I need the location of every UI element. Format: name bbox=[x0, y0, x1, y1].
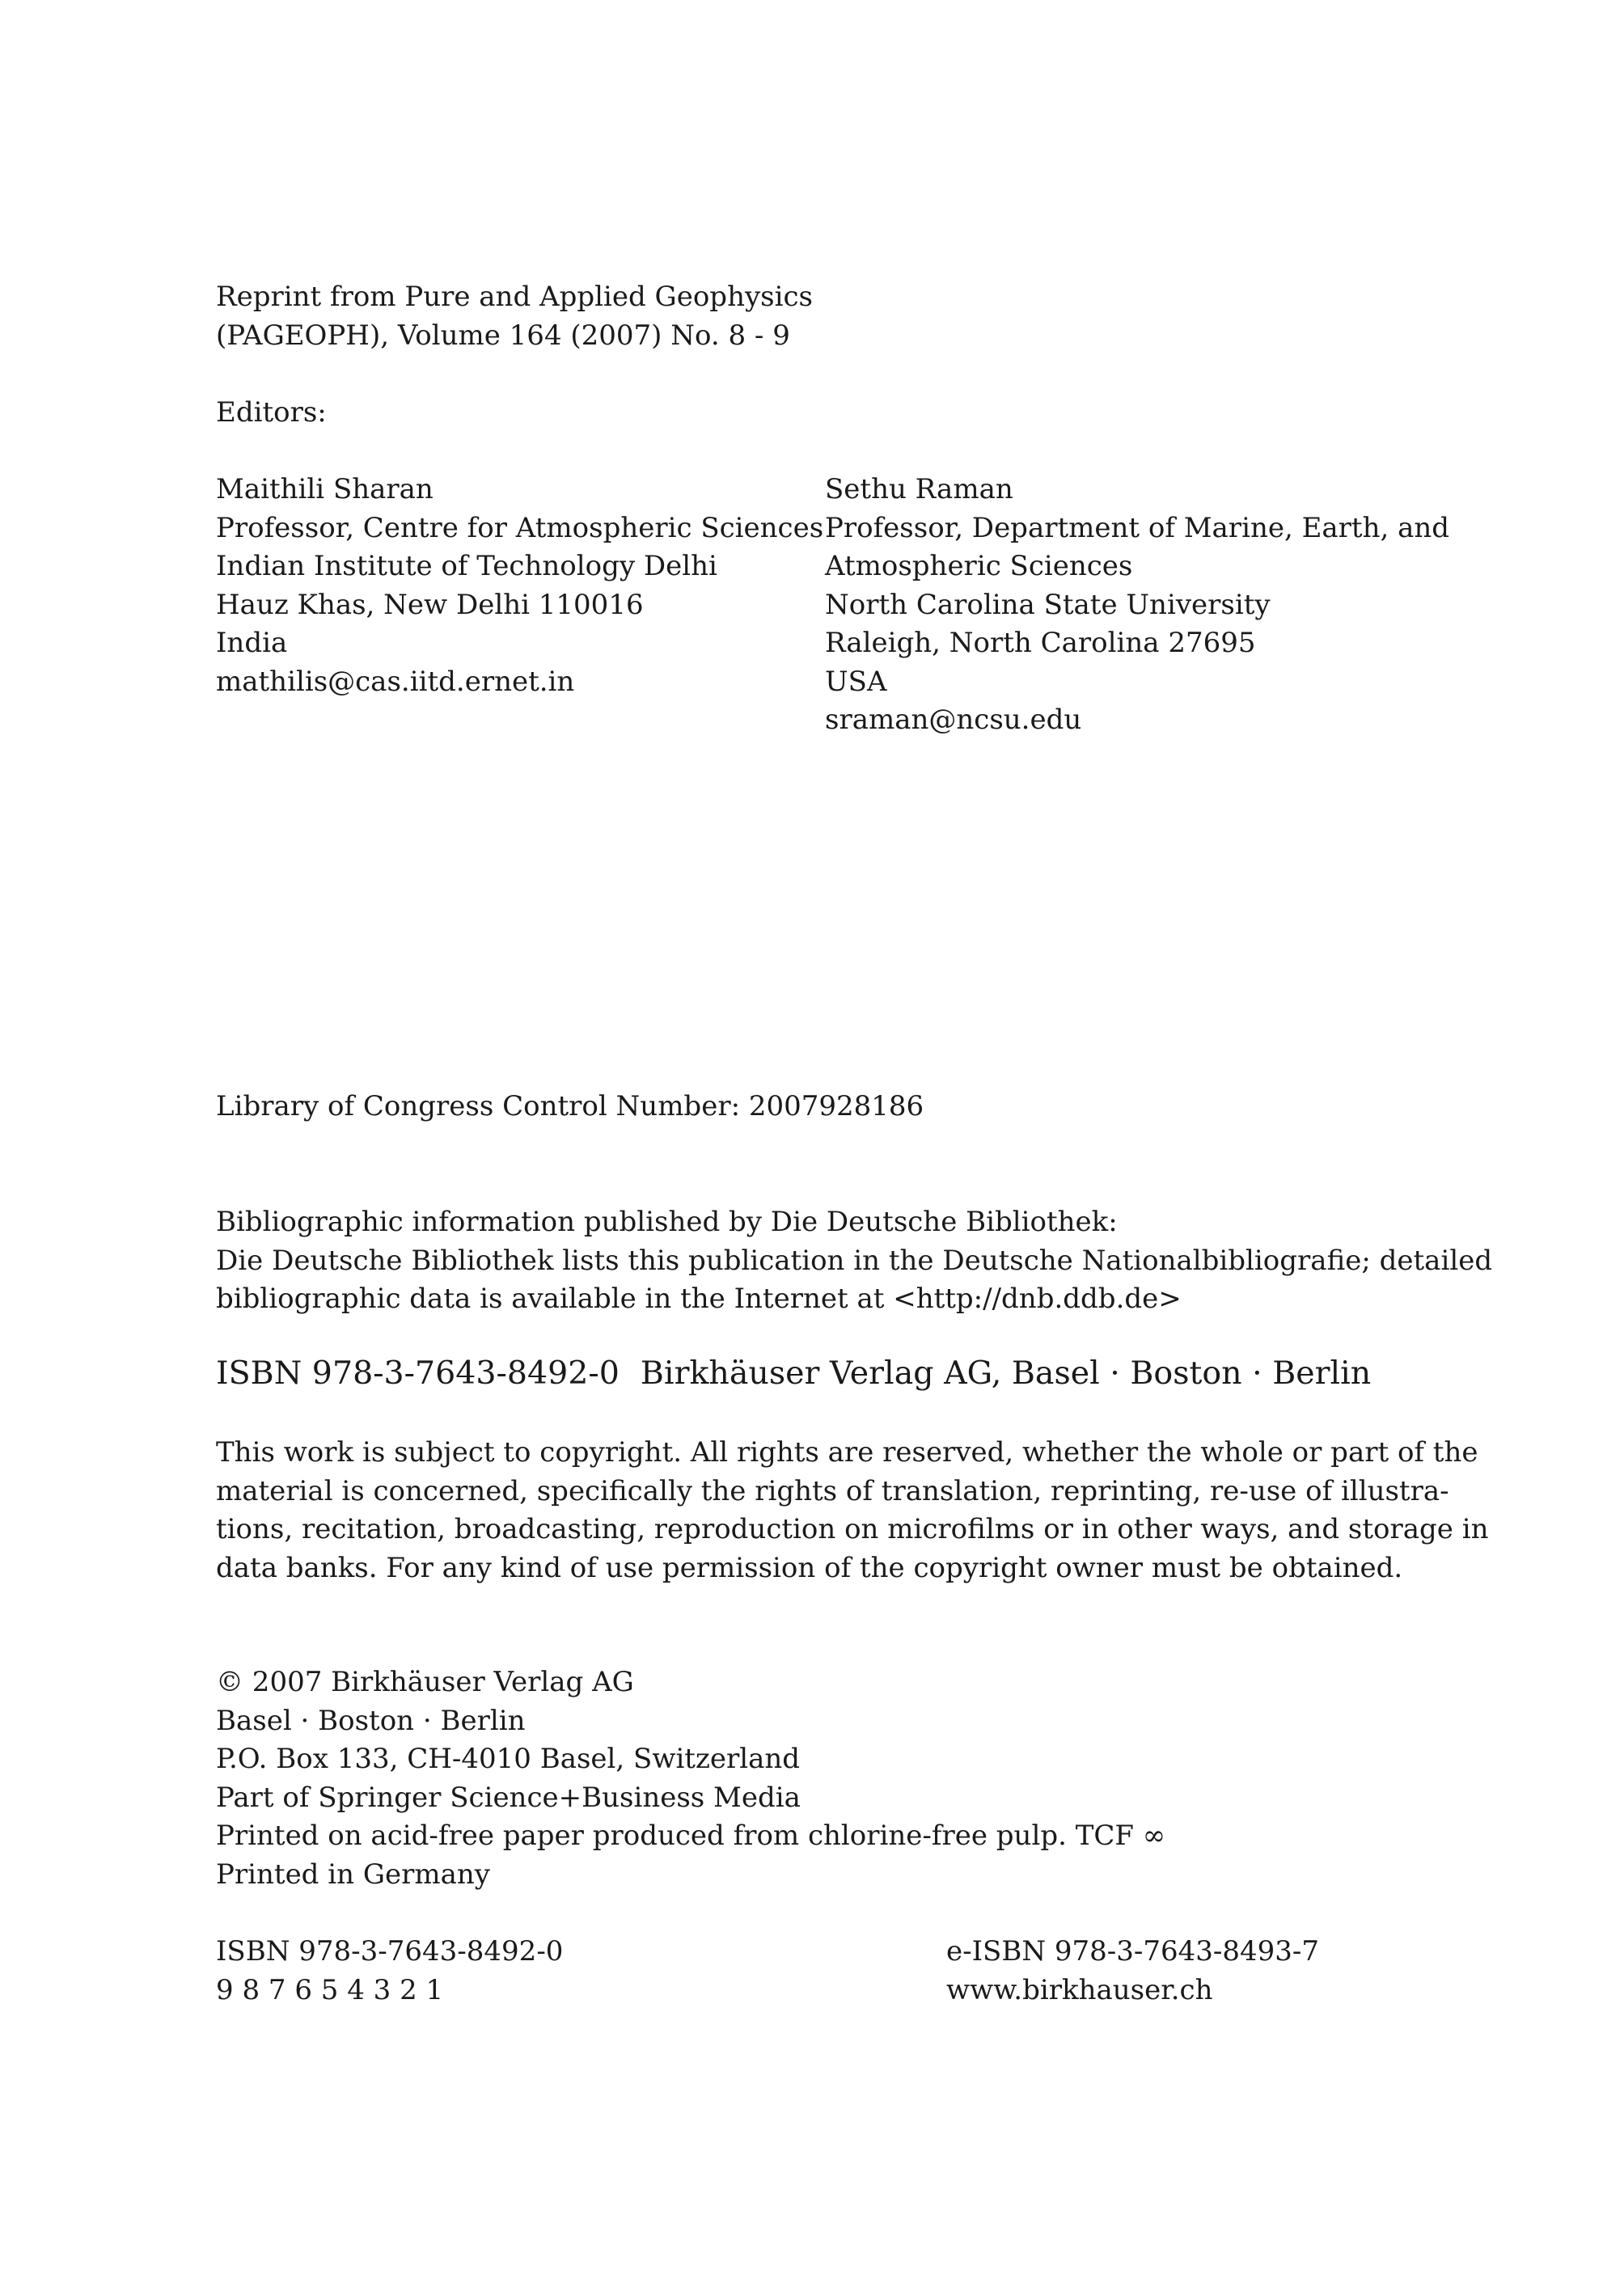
reprint-notice bbox=[216, 278, 813, 355]
imprint-line-3: P.O. Box 133, CH-4010 Basel, Switzerland bbox=[216, 1743, 801, 1775]
imprint-line-1: © 2007 Birkhäuser Verlag AG bbox=[216, 1666, 634, 1698]
copyright-line-2: material is concerned, specifically the rights of translation, reprinting, re-use of illustra- bbox=[216, 1474, 1449, 1507]
editor-email: mathilis@cas.iitd.ernet.in bbox=[216, 665, 575, 698]
publisher-name: Birkhäuser Verlag AG, Basel · Boston · Berlin bbox=[640, 1355, 1372, 1392]
copyright-notice bbox=[216, 1434, 1488, 1587]
publisher-imprint bbox=[216, 1663, 1165, 1894]
editor-country: USA bbox=[825, 665, 887, 698]
lccn-text: Library of Congress Control Number: 2007928186 bbox=[216, 1090, 924, 1122]
editor-sharan bbox=[216, 471, 823, 701]
library-of-congress-number bbox=[216, 1088, 924, 1126]
editors-label: Editors: bbox=[216, 396, 327, 429]
eisbn-number: e-ISBN 978-3-7643-8493-7 bbox=[946, 1935, 1320, 1968]
copyright-line-1: This work is subject to copyright. All rights are reserved, whether the whole or part of the bbox=[216, 1436, 1478, 1469]
editor-email: sraman@ncsu.edu bbox=[825, 704, 1082, 736]
bibliographic-information bbox=[216, 1203, 1492, 1319]
editors-heading bbox=[216, 394, 327, 433]
copyright-line-4: data banks. For any kind of use permission of the copyright owner must be obtained. bbox=[216, 1551, 1403, 1584]
biblio-line-2: Die Deutsche Bibliothek lists this publication in the Deutsche Nationalbibliografie; detailed bbox=[216, 1244, 1493, 1277]
editor-country: India bbox=[216, 627, 288, 659]
imprint-line-6: Printed in Germany bbox=[216, 1858, 490, 1891]
editor-title-line-1: Professor, Department of Marine, Earth, and bbox=[825, 511, 1450, 544]
editor-address: Raleigh, North Carolina 27695 bbox=[825, 627, 1256, 659]
editor-title: Professor, Centre for Atmospheric Sciences bbox=[216, 511, 824, 544]
eisbn-website bbox=[946, 1933, 1319, 2010]
print-run-numbers: 9 8 7 6 5 4 3 2 1 bbox=[216, 1973, 444, 2006]
biblio-line-1: Bibliographic information published by Die Deutsche Bibliothek: bbox=[216, 1206, 1118, 1238]
isbn-print-run bbox=[216, 1933, 563, 2010]
imprint-line-4: Part of Springer Science+Business Media bbox=[216, 1781, 801, 1814]
editor-institution: North Carolina State University bbox=[825, 588, 1271, 621]
copyright-line-3: tions, recitation, broadcasting, reproduction on microfilms or in other ways, and storage in bbox=[216, 1513, 1489, 1545]
editor-raman bbox=[825, 471, 1449, 740]
biblio-line-3: bibliographic data is available in the Internet at <http://dnb.ddb.de> bbox=[216, 1283, 1182, 1315]
publisher-website: www.birkhauser.ch bbox=[946, 1973, 1213, 2006]
reprint-line-1: Reprint from Pure and Applied Geophysics bbox=[216, 281, 813, 313]
editor-name: Maithili Sharan bbox=[216, 473, 433, 505]
isbn-number: ISBN 978-3-7643-8492-0 bbox=[216, 1355, 620, 1392]
imprint-line-2: Basel · Boston · Berlin bbox=[216, 1704, 526, 1737]
imprint-line-5: Printed on acid-free paper produced from chlorine-free pulp. TCF ∞ bbox=[216, 1820, 1166, 1852]
editor-name: Sethu Raman bbox=[825, 473, 1013, 505]
editor-institution: Indian Institute of Technology Delhi bbox=[216, 550, 717, 582]
reprint-line-2: (PAGEOPH), Volume 164 (2007) No. 8 - 9 bbox=[216, 319, 790, 352]
bottom-isbn: ISBN 978-3-7643-8492-0 bbox=[216, 1935, 564, 1968]
isbn-publisher-line bbox=[216, 1351, 1371, 1396]
editor-address: Hauz Khas, New Delhi 110016 bbox=[216, 588, 644, 621]
editor-title-line-2: Atmospheric Sciences bbox=[825, 550, 1133, 582]
